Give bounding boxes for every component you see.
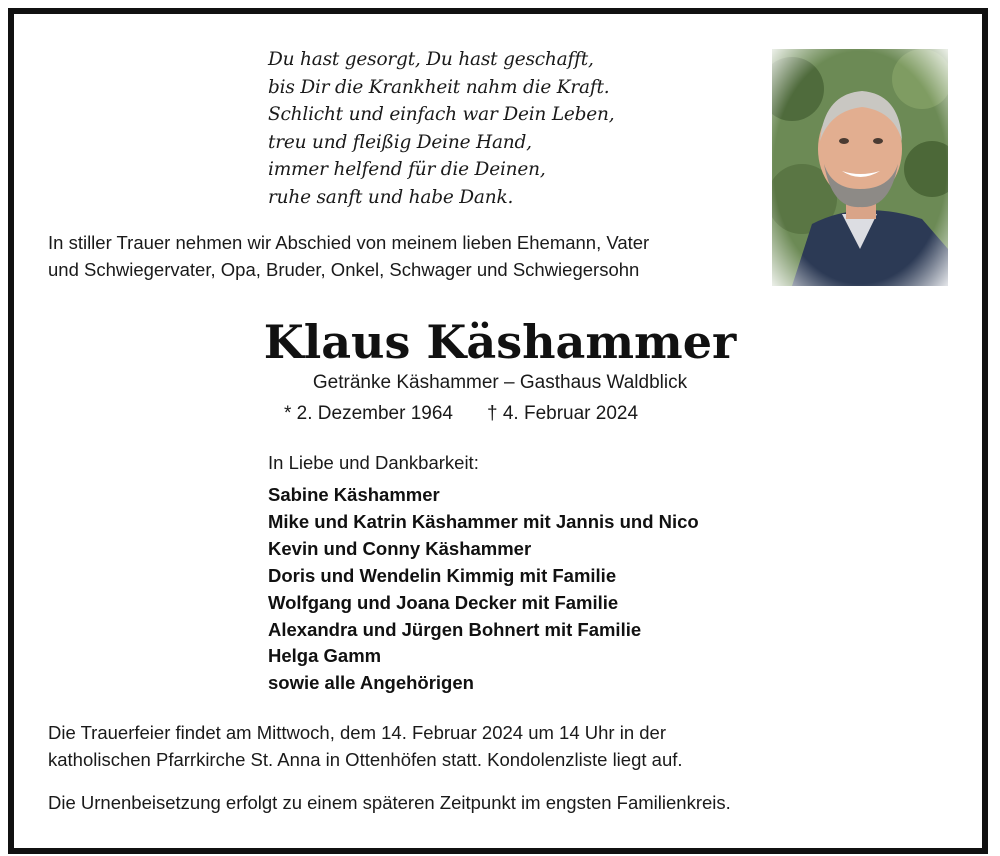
- deceased-name: Klaus Käshammer: [263, 315, 737, 369]
- mourners-list: [268, 482, 699, 697]
- poem-line: bis Dir die Krankheit nahm die Kraft.: [268, 76, 610, 98]
- poem-line: Du hast gesorgt, Du hast geschafft,: [268, 49, 594, 70]
- mourner: Doris und Wendelin Kimmig mit Familie: [268, 564, 617, 586]
- ceremony-info: [48, 719, 948, 773]
- intro-line: In stiller Trauer nehmen wir Abschied von meinem lieben Ehemann, Vater: [48, 232, 650, 253]
- urn-burial-info: Die Urnenbeisetzung erfolgt zu einem späteren Zeitpunkt im engsten Familienkreis.: [48, 792, 731, 813]
- poem-line: treu und fleißig Deine Hand,: [268, 131, 532, 153]
- poem-line: Schlicht und einfach war Dein Leben,: [268, 104, 615, 125]
- memorial-poem: [268, 46, 614, 211]
- mourner: Mike und Katrin Käshammer mit Jannis und Nico: [268, 510, 699, 532]
- mourner: Alexandra und Jürgen Bohnert mit Familie: [268, 618, 642, 640]
- mourner: Helga Gamm: [268, 645, 382, 667]
- intro-line: und Schwiegervater, Opa, Bruder, Onkel, Schwager und Schwiegersohn: [48, 259, 640, 280]
- birth-date: * 2. Dezember 1964: [284, 403, 453, 424]
- death-date: † 4. Februar 2024: [487, 403, 639, 424]
- mourner: sowie alle Angehörigen: [268, 672, 474, 694]
- thanks-heading: In Liebe und Dankbarkeit:: [268, 452, 479, 473]
- mourner: Wolfgang und Joana Decker mit Familie: [268, 591, 619, 613]
- mourner: Kevin und Conny Käshammer: [268, 537, 532, 559]
- poem-line: immer helfend für die Deinen,: [268, 159, 546, 180]
- ceremony-line: Die Trauerfeier findet am Mittwoch, dem 14. Februar 2024 um 14 Uhr in der: [48, 722, 666, 743]
- ceremony-line: katholischen Pfarrkirche St. Anna in Ottenhöfen statt. Kondolenzliste liegt auf.: [48, 749, 683, 770]
- poem-line: ruhe sanft und habe Dank.: [268, 186, 514, 208]
- intro-text: [48, 229, 768, 283]
- mourner: Sabine Käshammer: [268, 484, 440, 505]
- portrait-photo: [772, 49, 948, 286]
- company-name: Getränke Käshammer – Gasthaus Waldblick: [312, 372, 688, 393]
- life-dates: [284, 401, 744, 427]
